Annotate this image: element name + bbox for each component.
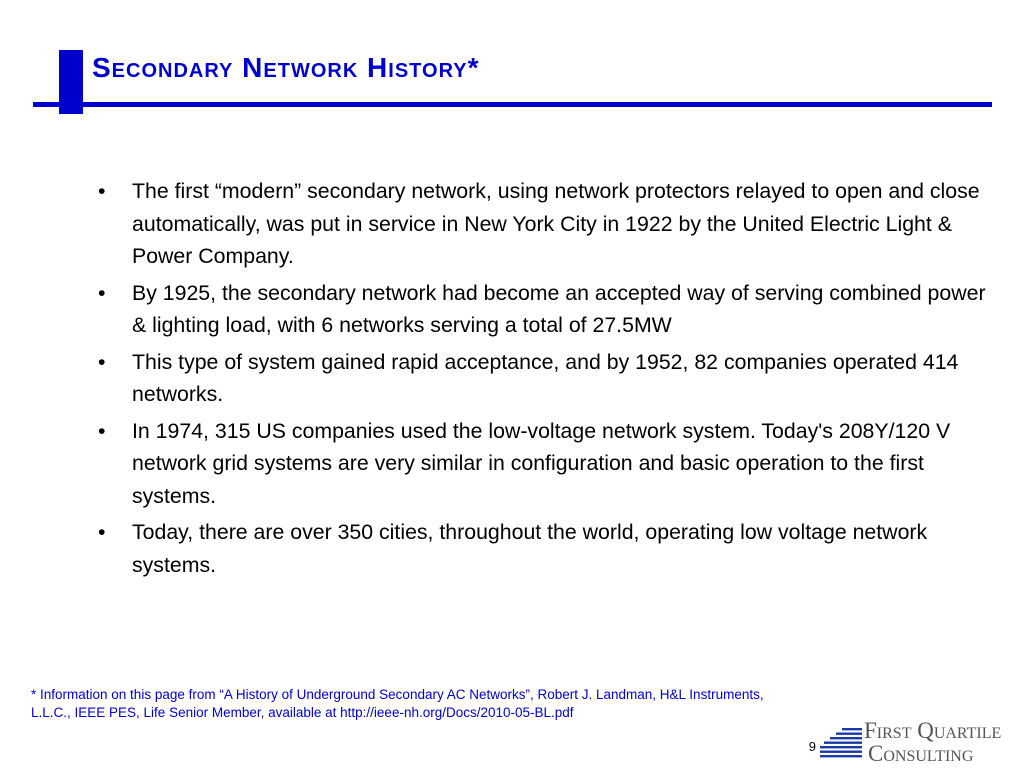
source-footnote: * Information on this page from “A History of Underground Secondary AC Networks”, Robert J. Landman, H&L Instruments, L.L.C., IEEE PES, Life Senior Member, available at http://ieee-nh.org/Docs/2010-05-BL.pdf bbox=[31, 687, 764, 720]
title-underline bbox=[33, 102, 992, 107]
bullet-marker: • bbox=[98, 179, 106, 203]
bullet-text: Today, there are over 350 cities, throughout the world, operating low voltage network systems. bbox=[132, 520, 928, 577]
list-item bbox=[98, 277, 993, 342]
logo-line-2: Consulting bbox=[868, 741, 974, 764]
bullet-text: By 1925, the secondary network had become an accepted way of serving combined power & lighting load, with 6 networks serving a total of 27.5MW bbox=[132, 280, 986, 337]
bullet-list bbox=[98, 175, 993, 585]
logo-line-1: First Quartile bbox=[864, 718, 1002, 743]
list-item bbox=[98, 175, 993, 273]
list-item bbox=[98, 516, 993, 581]
company-logo bbox=[820, 712, 1022, 764]
list-item bbox=[98, 415, 993, 513]
list-item bbox=[98, 346, 993, 411]
page-number: 9 bbox=[808, 739, 816, 754]
bullet-marker: • bbox=[98, 349, 106, 374]
bullet-text: This type of system gained rapid acceptance, and by 1952, 82 companies operated 414 networks. bbox=[132, 349, 959, 406]
bullet-text: The first “modern” secondary network, using network protectors relayed to open and close automatically, was put in service in New York City in 1922 by the United Electric Light & Power Company. bbox=[132, 179, 980, 268]
stacked-bars-logo-icon bbox=[820, 712, 1022, 764]
slide-title: Secondary Network History* bbox=[92, 52, 480, 83]
bullet-marker: • bbox=[98, 418, 106, 443]
bullet-marker: • bbox=[98, 520, 106, 544]
bullet-marker: • bbox=[98, 280, 106, 305]
bullet-text: In 1974, 315 US companies used the low-voltage network system. Today's 208Y/120 V network grid systems are very similar in configuration and basic operation to the first systems. bbox=[132, 418, 951, 508]
